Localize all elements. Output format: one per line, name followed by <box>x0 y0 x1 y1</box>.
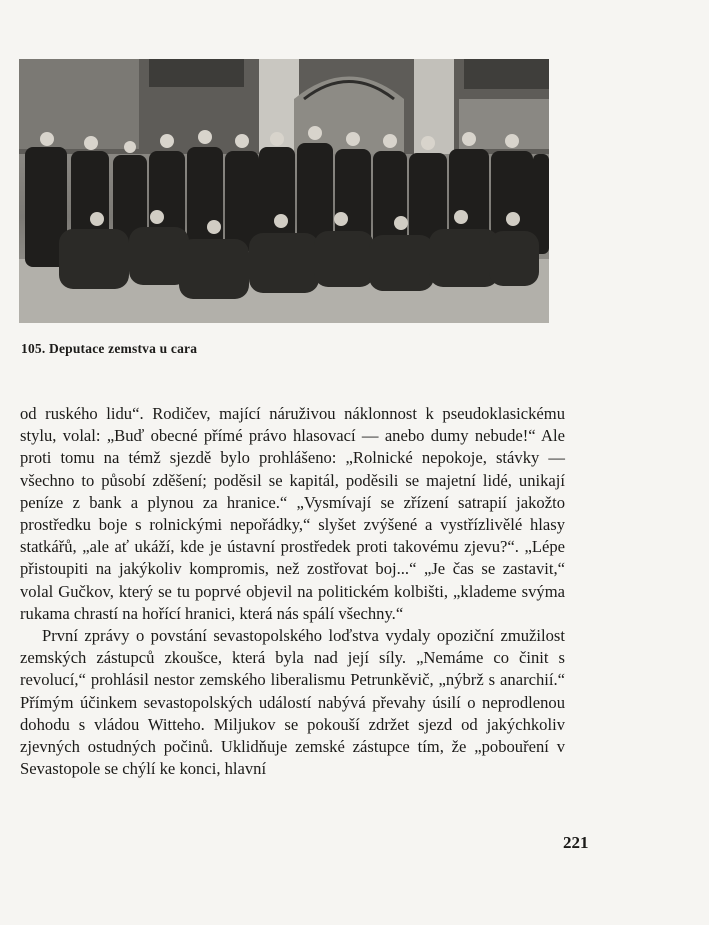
figure-caption: 105. Deputace zemstva u cara <box>21 341 198 356</box>
body-text <box>20 403 565 780</box>
paragraph: První zprávy o povstání sevastopolského loďstva vydaly opoziční zmužilost zemských zástupců zkoušce, která byla nad její síly. „Nemáme co činit s revolucí,“ prohlásil nestor zemského liberalismu Petrunkěvič, „nýbrž s anarchií.“ Přímým účinkem sevastopolských událostí nabývá převahy úsilí o neprodlenou dohodu s vládou Witteho. Miljukov se pokouší zdržet sjezd od jakýchkoliv zjevných ostudných počinů. Uklidňuje zemské zástupce tím, že „pobouření v Sevastopole se chýlí ke konci, hlavní <box>20 626 565 779</box>
paragraph: od ruského lidu“. Rodičev, mající náruživou náklonnost k pseudoklasickému stylu, volal: „Buď obecné přímé právo hlasovací — anebo dumy nebude!“ Ale proti tomu na témž sjezdě bylo prohlášeno: „Rolnické nepokoje, stávky — všechno to působí zděšení; poděsil se kapitál, poděsili se majetní lidé, unikají peníze z bank a plynou za hranice.“ „Vysmívají se zřízení satrapií jakožto prostředku boje s rolnickými nepořádky,“ slyšet zvýšené a vystřízlivělé hlasy statkářů, „ale ať ukáží, kde je ústavní prostředek proti takovému zjevu?“. „Lépe přistoupiti na jakýkoliv kompromis, než zostřovat boj...“ „Je čas se zastavit,“ volal Gučkov, který se tu poprvé objevil na politickém kolbišti, „klademe svýma rukama chrastí na hořící hranici, která nás spálí všechny.“ <box>20 404 565 623</box>
group-photograph <box>19 59 549 323</box>
photograph-image <box>19 59 549 323</box>
page-number: 221 <box>563 833 589 852</box>
